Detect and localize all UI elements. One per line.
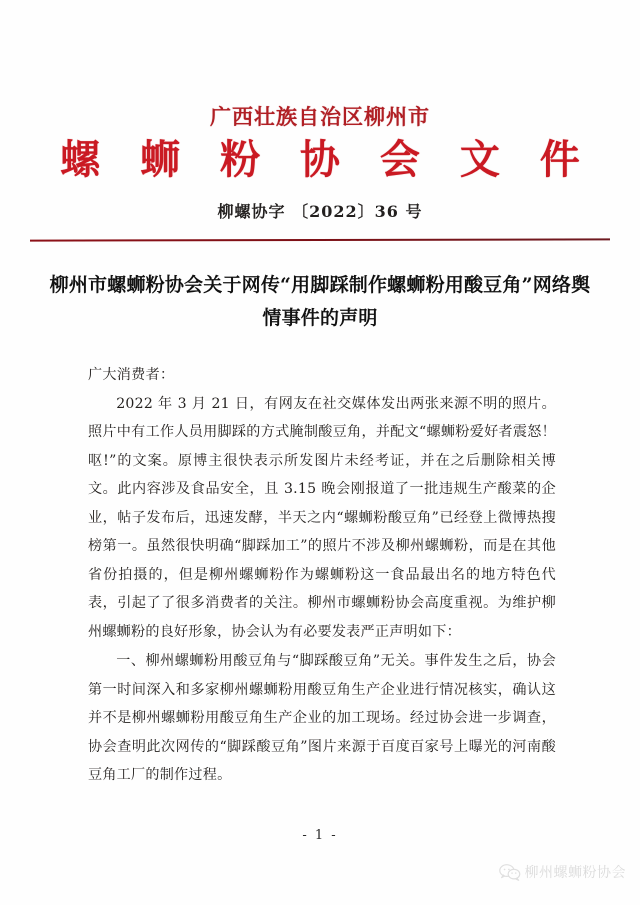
document-number: 柳螺协字 〔2022〕36 号 bbox=[217, 202, 423, 222]
masthead-title: 螺 蛳 粉 协 会 文 件 bbox=[60, 136, 593, 184]
watermark-label: 柳州螺蛳粉协会 bbox=[524, 865, 626, 881]
red-rule-container bbox=[0, 239, 640, 241]
body-paragraph: 2022 年 3 月 21 日，有网友在社交媒体发出两张来源不明的照片。照片中有工作人员用脚踩的方式腌制酸豆角，并配文“螺蛳粉爱好者震怒！呕!”的文案。原博主很快表示所发图片未经考证，并在之后删除相关博文。此内容涉及食品安全，且 3.15 晚会刚报道了一批违规生产酸菜的企业，帖子发布后，迅速发酵，半天之内“螺蛳粉酸豆角”已经登上微博热搜榜第一。虽然很快明确“脚踩加工”的照片不涉及柳州螺蛳粉，而是在其他省份拍摄的，但是柳州螺蛳粉作为螺蛳粉这一食品最出名的地方特色代表，引起了了很多消费者的关注。柳州市螺蛳粉协会高度重视。为维护柳州螺蛳粉的良好形象，协会认为有必要发表严正声明如下： bbox=[88, 396, 556, 640]
document-title: 柳州市螺蛳粉协会关于网传“用脚踩制作螺蛳粉用酸豆角”网络舆情事件的声明 bbox=[49, 274, 591, 329]
wechat-icon bbox=[499, 863, 521, 882]
page-number: - 1 - bbox=[302, 828, 338, 843]
salutation: 广大消费者： bbox=[88, 366, 175, 383]
watermark bbox=[499, 862, 627, 882]
red-separator-rule bbox=[30, 239, 610, 242]
masthead-organization: 广西壮族自治区柳州市 bbox=[210, 104, 430, 129]
document-body bbox=[88, 361, 556, 790]
body-paragraph: 一、柳州螺蛳粉用酸豆角与“脚踩酸豆角”无关。事件发生之后，协会第一时间深入和多家柳州螺蛳粉用酸豆角生产企业进行情况核实，确认这并不是柳州螺蛳粉用酸豆角生产企业的加工现场。经过协会进一步调查，协会查明此次网传的“脚踩酸豆角”图片来源于百度百家号上曝光的河南酸豆角工厂的制作过程。 bbox=[88, 653, 556, 784]
masthead bbox=[0, 0, 640, 222]
